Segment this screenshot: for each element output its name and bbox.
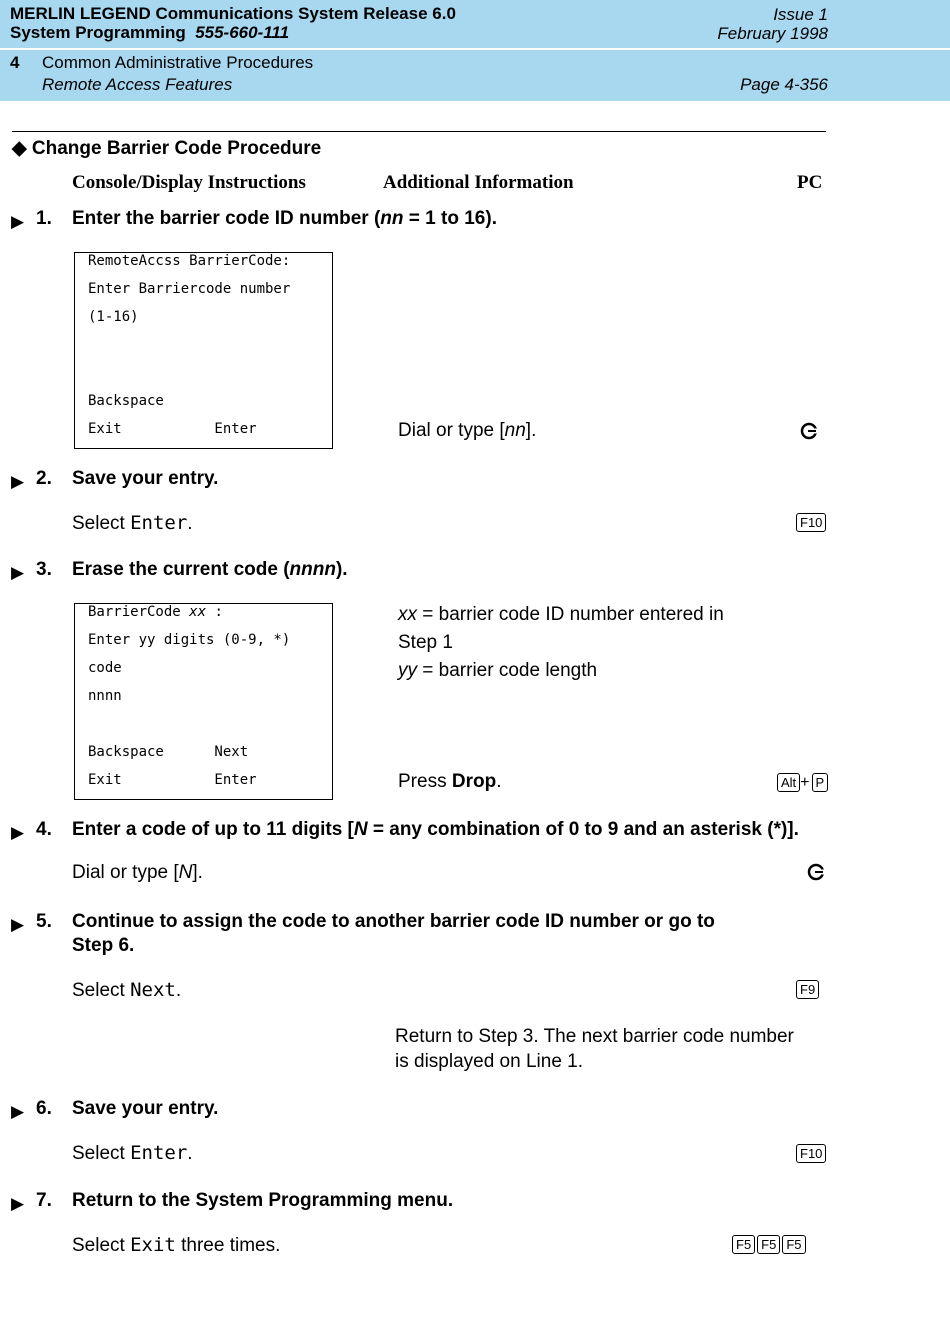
alt-p-keys: Alt + P bbox=[775, 773, 828, 792]
step-3-text: Erase the current code (nnnn). bbox=[72, 559, 348, 580]
display-screen-1 bbox=[74, 252, 333, 449]
f5-keys: F5 F5 F5 bbox=[730, 1235, 806, 1254]
screen-line: code bbox=[88, 660, 122, 676]
screen-line: Exit Enter bbox=[88, 772, 257, 788]
press-drop: Press Drop. bbox=[398, 771, 502, 792]
step-2-text: Save your entry. bbox=[72, 468, 219, 489]
screen-line: (1-16) bbox=[88, 309, 139, 325]
dial-icon bbox=[799, 421, 819, 446]
doc-subtitle: System Programming 555-660-111 bbox=[10, 23, 290, 42]
chapter-title: Common Administrative Procedures bbox=[42, 53, 314, 72]
issue-date: February 1998 bbox=[717, 24, 828, 43]
screen-line: nnnn bbox=[88, 688, 122, 704]
step-7-text: Return to the System Programming menu. bbox=[72, 1190, 454, 1211]
xx-definition: xx = barrier code ID number entered in bbox=[398, 604, 724, 625]
diamond-icon: ◆ bbox=[12, 138, 27, 159]
step-4-number: 4. bbox=[36, 819, 52, 840]
step-5-select: Select Next. bbox=[72, 979, 182, 1001]
step-4-info: Dial or type [N]. bbox=[72, 862, 203, 883]
xx-definition-cont: Step 1 bbox=[398, 632, 453, 653]
divider-rule bbox=[12, 131, 826, 132]
step-1-number: 1. bbox=[36, 208, 52, 229]
step-arrow-icon: ▶ bbox=[11, 823, 25, 842]
step-6-text: Save your entry. bbox=[72, 1098, 219, 1119]
f10-key: F10 bbox=[794, 1144, 826, 1163]
step-7-number: 7. bbox=[36, 1190, 52, 1211]
display-screen-2 bbox=[74, 603, 333, 800]
step-5-number: 5. bbox=[36, 911, 52, 932]
column-pc: PC bbox=[797, 172, 823, 193]
step-5-return: Return to Step 3. The next barrier code number bbox=[395, 1026, 794, 1047]
step-1-text: Enter the barrier code ID number (nn = 1 to 16). bbox=[72, 208, 497, 229]
screen-line: Enter yy digits (0-9, *) bbox=[88, 632, 291, 648]
screen-line: Backspace Next bbox=[88, 744, 249, 760]
chapter-number: 4 bbox=[10, 53, 20, 72]
step-arrow-icon: ▶ bbox=[11, 472, 25, 491]
yy-definition: yy = barrier code length bbox=[398, 660, 598, 681]
step-5-text-cont: Step 6. bbox=[72, 935, 135, 956]
doc-title: MERLIN LEGEND Communications System Release 6.0 bbox=[10, 4, 456, 23]
step-5-text: Continue to assign the code to another barrier code ID number or go to bbox=[72, 911, 715, 932]
step-6-number: 6. bbox=[36, 1098, 52, 1119]
step-7-select: Select Exit three times. bbox=[72, 1234, 281, 1256]
f10-key: F10 bbox=[794, 513, 826, 532]
f9-key: F9 bbox=[794, 980, 819, 999]
step-2-number: 2. bbox=[36, 468, 52, 489]
step-6-select: Select Enter. bbox=[72, 1142, 193, 1164]
column-additional: Additional Information bbox=[383, 172, 574, 193]
step-2-select: Select Enter. bbox=[72, 512, 193, 534]
procedure-title: ◆ Change Barrier Code Procedure bbox=[12, 138, 322, 159]
step-3-number: 3. bbox=[36, 559, 52, 580]
screen-line: Backspace bbox=[88, 393, 164, 409]
step-arrow-icon: ▶ bbox=[11, 915, 25, 934]
step-4-text: Enter a code of up to 11 digits [N = any combination of 0 to 9 and an asterisk (*)]. bbox=[72, 819, 799, 840]
page-number: Page 4-356 bbox=[740, 75, 828, 94]
step-arrow-icon: ▶ bbox=[11, 563, 25, 582]
column-console: Console/Display Instructions bbox=[72, 172, 306, 193]
section-title: Remote Access Features bbox=[42, 75, 233, 94]
dial-icon bbox=[806, 862, 826, 887]
screen-line: BarrierCode xx : bbox=[88, 604, 223, 620]
step-1-info: Dial or type [nn]. bbox=[398, 420, 537, 441]
screen-line: Exit Enter bbox=[88, 421, 257, 437]
step-arrow-icon: ▶ bbox=[11, 212, 25, 231]
issue-label: Issue 1 bbox=[773, 5, 828, 24]
step-arrow-icon: ▶ bbox=[11, 1194, 25, 1213]
step-arrow-icon: ▶ bbox=[11, 1102, 25, 1121]
screen-line: Enter Barriercode number bbox=[88, 281, 291, 297]
step-5-return-cont: is displayed on Line 1. bbox=[395, 1051, 584, 1072]
screen-line: RemoteAccss BarrierCode: bbox=[88, 253, 291, 269]
